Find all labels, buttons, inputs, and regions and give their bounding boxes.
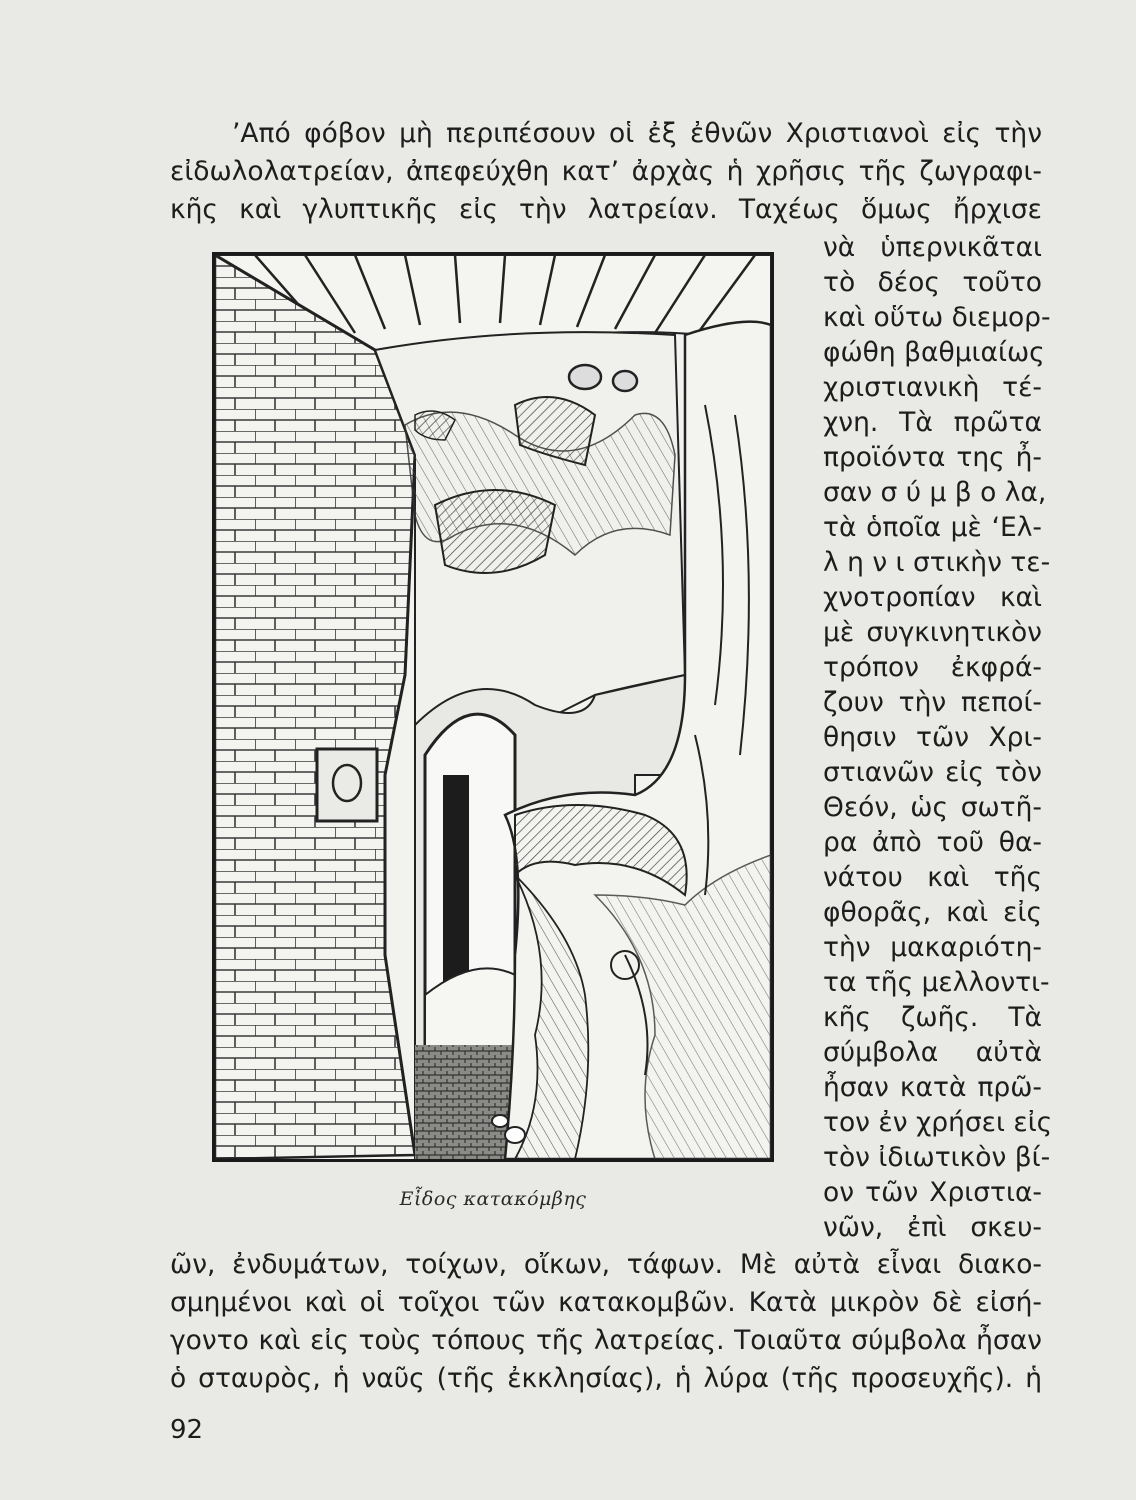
text-line: ’Από φόβον μὴ περιπέσουν οἱ ἐξ ἐθνῶν Χριστιανοὶ εἰς τὴν [232, 118, 1042, 149]
side-text-line: νῶν, ἐπὶ σκευ- [823, 1212, 1042, 1243]
catacomb-drawing [215, 255, 771, 1159]
side-text-line: ζουν τὴν πεποί- [823, 687, 1042, 718]
text-line: γοντο καὶ εἰς τοὺς τόπους τῆς λατρείας. Τοιαῦτα σύμβολα ἦσαν [170, 1325, 1042, 1356]
side-text-line: χνη. Τὰ πρῶτα [823, 407, 1042, 438]
side-text-line: Θεόν, ὡς σωτῆ- [823, 792, 1042, 823]
text-line: ὁ σταυρὸς, ἡ ναῦς (τῆς ἐκκλησίας), ἡ λύρα (τῆς προσευχῆς). ἡ [170, 1363, 1042, 1394]
side-text-line: λ η ν ι στικὴν τε- [823, 547, 1051, 578]
side-text-line: τὸν ἰδιωτικὸν βί- [823, 1142, 1051, 1173]
side-text-line: θησιν τῶν Χρι- [823, 722, 1042, 753]
side-text-line: τὰ ὁποῖα μὲ ‘Ελ- [823, 512, 1042, 543]
side-text-line: ον τῶν Χριστια- [823, 1177, 1042, 1208]
text-line: κῆς καὶ γλυπτικῆς εἰς τὴν λατρείαν. Ταχέως ὅμως ἤρχισε [170, 194, 1042, 225]
side-text-line: ρα ἀπὸ τοῦ θα- [823, 827, 1042, 858]
side-text-line: τον ἐν χρήσει εἰς [823, 1107, 1053, 1138]
side-text-line: φθορᾶς, καὶ εἰς [823, 897, 1042, 928]
side-text-line: τὴν μακαριότη- [823, 932, 1042, 963]
side-text-line: μὲ συγκινητικὸν [823, 617, 1042, 648]
side-text-line: φώθη βαθμιαίως [823, 337, 1045, 368]
side-text-line: καὶ οὕτω διεμορ- [823, 302, 1051, 333]
catacomb-illustration [212, 252, 774, 1162]
side-text-line: σαν σ ύ μ β ο λα, [823, 477, 1047, 508]
side-text-line: τὸ δέος τοῦτο [823, 267, 1042, 298]
side-text-line: χριστιανικὴ τέ- [823, 372, 1042, 403]
side-text-line: νάτου καὶ τῆς [823, 862, 1042, 893]
figure-caption: Εἶδος κατακόμβης [399, 1188, 587, 1210]
side-text-line: κῆς ζωῆς. Τὰ [823, 1002, 1042, 1033]
side-text-line: σύμβολα αὐτὰ [823, 1037, 1042, 1068]
side-text-line: τρόπον ἐκφρά- [823, 652, 1042, 683]
side-text-line: χνοτροπίαν καὶ [823, 582, 1042, 613]
side-text-line: νὰ ὑπερνικᾶται [823, 232, 1042, 263]
text-line: σμημένοι καὶ οἱ τοῖχοι τῶν κατακομβῶν. Κατὰ μικρὸν δὲ εἰσή- [170, 1287, 1042, 1318]
side-text-line: στιανῶν εἰς τὸν [823, 757, 1042, 788]
side-text-line: ἦσαν κατὰ πρῶ- [823, 1072, 1042, 1103]
text-line: ῶν, ἐνδυμάτων, τοίχων, οἴκων, τάφων. Μὲ αὐτὰ εἶναι διακο- [170, 1249, 1042, 1280]
text-line: εἰδωλολατρείαν, ἀπεφεύχθη κατ’ ἀρχὰς ἡ χρῆσις τῆς ζωγραφι- [170, 156, 1042, 187]
page-number: 92 [170, 1415, 204, 1445]
side-text-line: προϊόντα της ἦ- [823, 442, 1042, 473]
side-text-line: τα τῆς μελλοντι- [823, 967, 1050, 998]
